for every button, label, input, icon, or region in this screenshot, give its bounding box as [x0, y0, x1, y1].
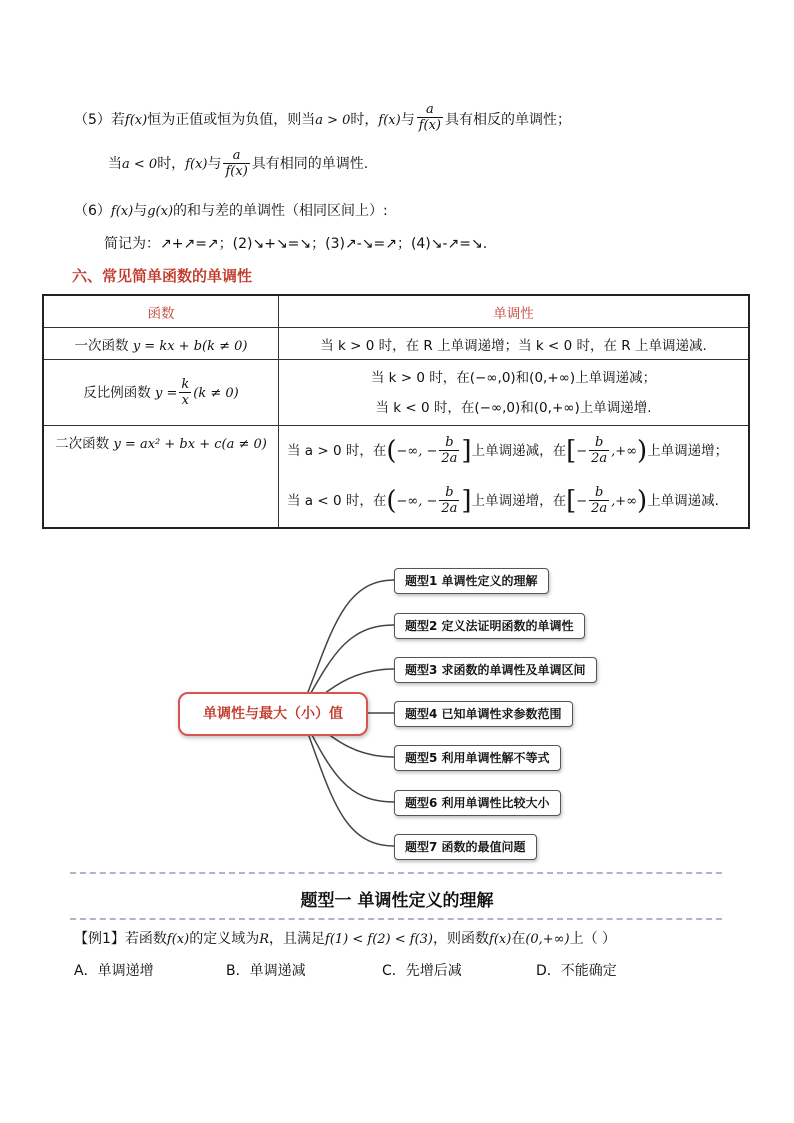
fraction-numerator: b — [439, 485, 459, 501]
rule-5b-shi: 时， — [157, 156, 186, 172]
fraction-numerator: b — [439, 435, 459, 451]
mindmap-node-5: 题型5 利用单调性解不等式 — [394, 745, 561, 771]
divider-bottom — [70, 918, 722, 920]
rule-6-tail: 的和与差的单调性（相同区间上）: — [173, 203, 388, 219]
option-a: A．单调递增 — [74, 963, 154, 979]
inverse-label: 反比例函数 — [83, 384, 151, 401]
fraction-denominator: x — [181, 392, 190, 408]
linear-formula: y = kx + b(k ≠ 0) — [132, 338, 248, 354]
fraction-numerator: k — [181, 376, 190, 392]
mindmap-node-3: 题型3 求函数的单调性及单调区间 — [394, 657, 597, 683]
close-paren: ) — [637, 486, 648, 517]
quadratic-tail: 上单调递增； — [647, 443, 729, 460]
math-fx: f(x) — [110, 204, 134, 219]
inverse-y: y = — [155, 385, 178, 401]
interval-start: −∞, − — [396, 444, 438, 460]
inverse-mono-line1: 当 k > 0 时，在(−∞,0)和(0,+∞)上单调递减； — [370, 369, 657, 386]
rule-5-tail: 具有相反的单调性； — [445, 112, 571, 128]
close-bracket: ] — [461, 436, 472, 467]
mindmap-node-2: 题型2 定义法证明函数的单调性 — [394, 613, 585, 639]
example-text: ，且满足 — [269, 931, 326, 947]
rule-5-shi: 时， — [350, 112, 379, 128]
example-tag: 【例1】 — [74, 931, 125, 947]
divider-top — [70, 872, 722, 874]
math-fx: f(x) — [378, 113, 401, 128]
rule-5b-yu: 与 — [207, 156, 222, 172]
interval-end: ,+∞ — [611, 494, 638, 510]
example-text: 上（ ） — [569, 931, 617, 947]
option-d: D．不能确定 — [536, 963, 617, 979]
math-fx: f(x) — [166, 932, 190, 947]
close-bracket: ] — [461, 486, 472, 517]
quadratic-lead: 当 a > 0 时，在 — [287, 443, 387, 460]
quadratic-mid: 上单调递增，在 — [471, 493, 567, 510]
linear-label: 一次函数 — [74, 337, 129, 354]
section-6-title: 六、常见简单函数的单调性 — [72, 267, 253, 285]
table-header-function: 函数 — [43, 295, 279, 328]
close-paren: ) — [637, 436, 648, 467]
fraction-denominator: f(x) — [225, 164, 248, 179]
interval-neg: − — [576, 494, 588, 510]
rule-5b-dang: 当 — [108, 156, 122, 172]
quadratic-lead: 当 a < 0 时，在 — [287, 493, 387, 510]
rule-6-prefix: （6） — [74, 203, 111, 219]
linear-mono-cell: 当 k > 0 时，在 R 上单调递增；当 k < 0 时，在 R 上单调递减. — [279, 328, 750, 360]
rule-6-summary: 简记为：↗+↗=↗；(2)↘+↘=↘；(3)↗-↘=↗；(4)↘-↗=↘. — [104, 236, 488, 252]
rule-6-yu: 与 — [133, 203, 148, 219]
fraction-denominator: 2a — [441, 451, 458, 467]
example-text: 若函数 — [124, 931, 167, 947]
mindmap-node-7: 题型7 函数的最值问题 — [394, 834, 537, 860]
mindmap-node-4: 题型4 已知单调性求参数范围 — [394, 701, 573, 727]
fraction-numerator: b — [589, 485, 609, 501]
option-b: B．单调递减 — [226, 963, 306, 979]
math-condition: a < 0 — [122, 157, 158, 172]
interval-neg: − — [576, 444, 588, 460]
fraction-denominator: f(x) — [418, 118, 441, 133]
open-paren: ( — [386, 486, 397, 517]
quadratic-label: 二次函数 — [55, 436, 110, 452]
math-fx: f(x) — [489, 932, 512, 947]
inverse-mono-line2: 当 k < 0 时，在(−∞,0)和(0,+∞)上单调递增. — [375, 399, 652, 416]
math-r: R — [259, 932, 270, 947]
math-fx: f(x) — [124, 113, 148, 128]
rule-5b-tail: 具有相同的单调性. — [251, 156, 369, 172]
fraction-denominator: 2a — [591, 451, 608, 467]
interval-end: ,+∞ — [611, 444, 638, 460]
fraction-numerator: a — [223, 148, 249, 164]
fraction-denominator: 2a — [441, 501, 458, 517]
open-bracket: [ — [566, 436, 577, 467]
example-1-question — [74, 928, 616, 948]
inverse-condition: (k ≠ 0) — [193, 385, 239, 401]
math-condition: a > 0 — [315, 113, 351, 128]
math-inequality: f(1) < f(2) < f(3) — [325, 932, 434, 947]
math-fx: f(x) — [185, 157, 208, 172]
open-bracket: [ — [566, 486, 577, 517]
math-gx: g(x) — [147, 204, 174, 219]
mindmap-node-1: 题型1 单调性定义的理解 — [394, 568, 549, 594]
math-interval: (0,+∞) — [525, 932, 570, 947]
section-heading: 题型一 单调性定义的理解 — [300, 891, 494, 911]
option-c: C．先增后减 — [382, 963, 462, 979]
open-paren: ( — [386, 436, 397, 467]
example-text: 的定义域为 — [189, 931, 260, 947]
fraction-numerator: b — [589, 435, 609, 451]
mindmap-node-6: 题型6 利用单调性比较大小 — [394, 790, 561, 816]
quadratic-formula: y = ax² + bx + c(a ≠ 0) — [113, 437, 267, 452]
rule-5-middle: 恒为正值或恒为负值，则当 — [147, 112, 316, 128]
table-header-monotonicity: 单调性 — [279, 295, 750, 328]
example-text: 在 — [511, 931, 526, 947]
quadratic-tail: 上单调递减. — [647, 493, 719, 510]
rule-5-prefix: （5）若 — [74, 112, 125, 128]
interval-start: −∞, − — [396, 494, 438, 510]
fraction-numerator: a — [417, 102, 443, 118]
mindmap-center: 单调性与最大（小）值 — [178, 692, 368, 736]
example-text: ，则函数 — [433, 931, 490, 947]
fraction-denominator: 2a — [591, 501, 608, 517]
quadratic-mid: 上单调递减，在 — [471, 443, 567, 460]
rule-5-yu: 与 — [400, 112, 415, 128]
